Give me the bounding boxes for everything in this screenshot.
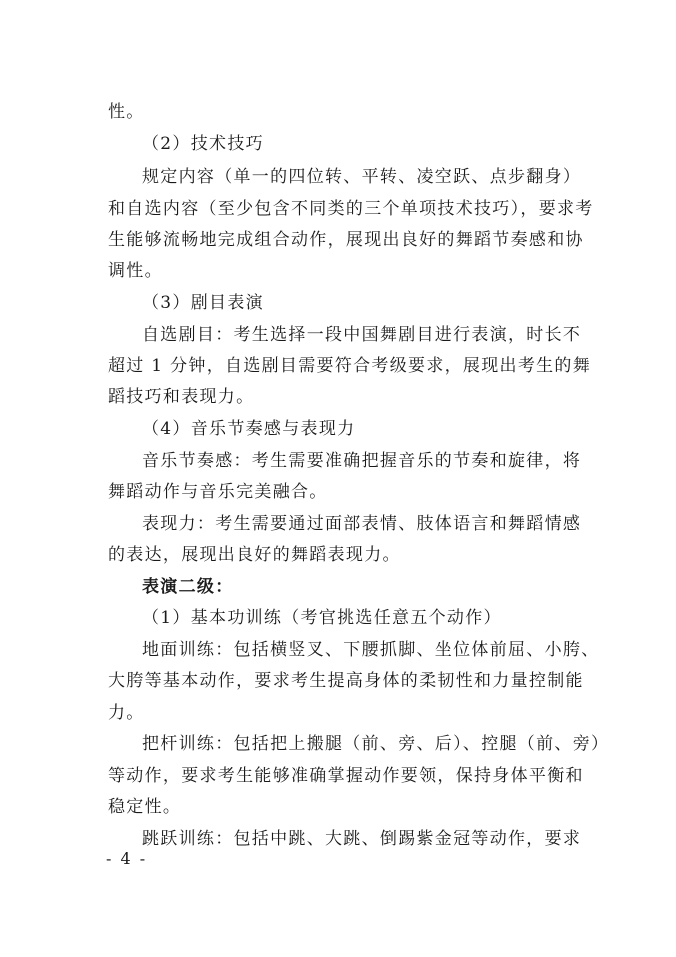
text-line: 和自选内容（至少包含不同类的三个单项技术技巧），要求考: [108, 199, 594, 219]
text-line: 蹈技巧和表现力。: [108, 387, 255, 407]
text-line: 稳定性。: [108, 797, 182, 817]
section-heading: （4）音乐节奏感与表现力: [142, 419, 356, 439]
text-line: 跳跃训练：包括中跳、大跳、倒踢紫金冠等动作，要求: [142, 829, 582, 849]
level-heading: 表演二级：: [142, 577, 234, 597]
text-line: 的表达，展现出良好的舞蹈表现力。: [108, 545, 401, 565]
section-heading: （3）剧目表演: [142, 293, 264, 313]
section-heading: （1）基本功训练（考官挑选任意五个动作）: [142, 608, 502, 628]
text-line: 舞蹈动作与音乐完美融合。: [108, 482, 328, 502]
text-line: 超过 1 分钟，自选剧目需要符合考级要求，展现出考生的舞: [108, 356, 592, 376]
text-line: 音乐节奏感：考生需要准确把握音乐的节奏和旋律，将: [142, 451, 582, 471]
section-heading: （2）技术技巧: [142, 134, 264, 154]
text-line: 规定内容（单一的四位转、平转、凌空跃、点步翻身）: [142, 167, 582, 187]
text-line: 表现力：考生需要通过面部表情、肢体语言和舞蹈情感: [142, 514, 582, 534]
text-line: 自选剧目：考生选择一段中国舞剧目进行表演，时长不: [142, 325, 582, 345]
text-line: 大胯等基本动作，要求考生提高身体的柔韧性和力量控制能: [108, 671, 584, 691]
text-line: 力。: [108, 703, 145, 723]
text-line: 性。: [108, 102, 145, 122]
text-line: 调性。: [108, 261, 163, 281]
text-line: 生能够流畅地完成组合动作，展现出良好的舞蹈节奏感和协: [108, 230, 584, 250]
text-line: 等动作，要求考生能够准确掌握动作要领，保持身体平衡和: [108, 766, 584, 786]
text-line: 把杆训练：包括把上搬腿（前、旁、后）、控腿（前、旁）: [142, 734, 610, 754]
text-line: 地面训练：包括横竖叉、下腰抓脚、坐位体前屈、小胯、: [142, 640, 600, 660]
page-number: - 4 -: [106, 849, 148, 868]
